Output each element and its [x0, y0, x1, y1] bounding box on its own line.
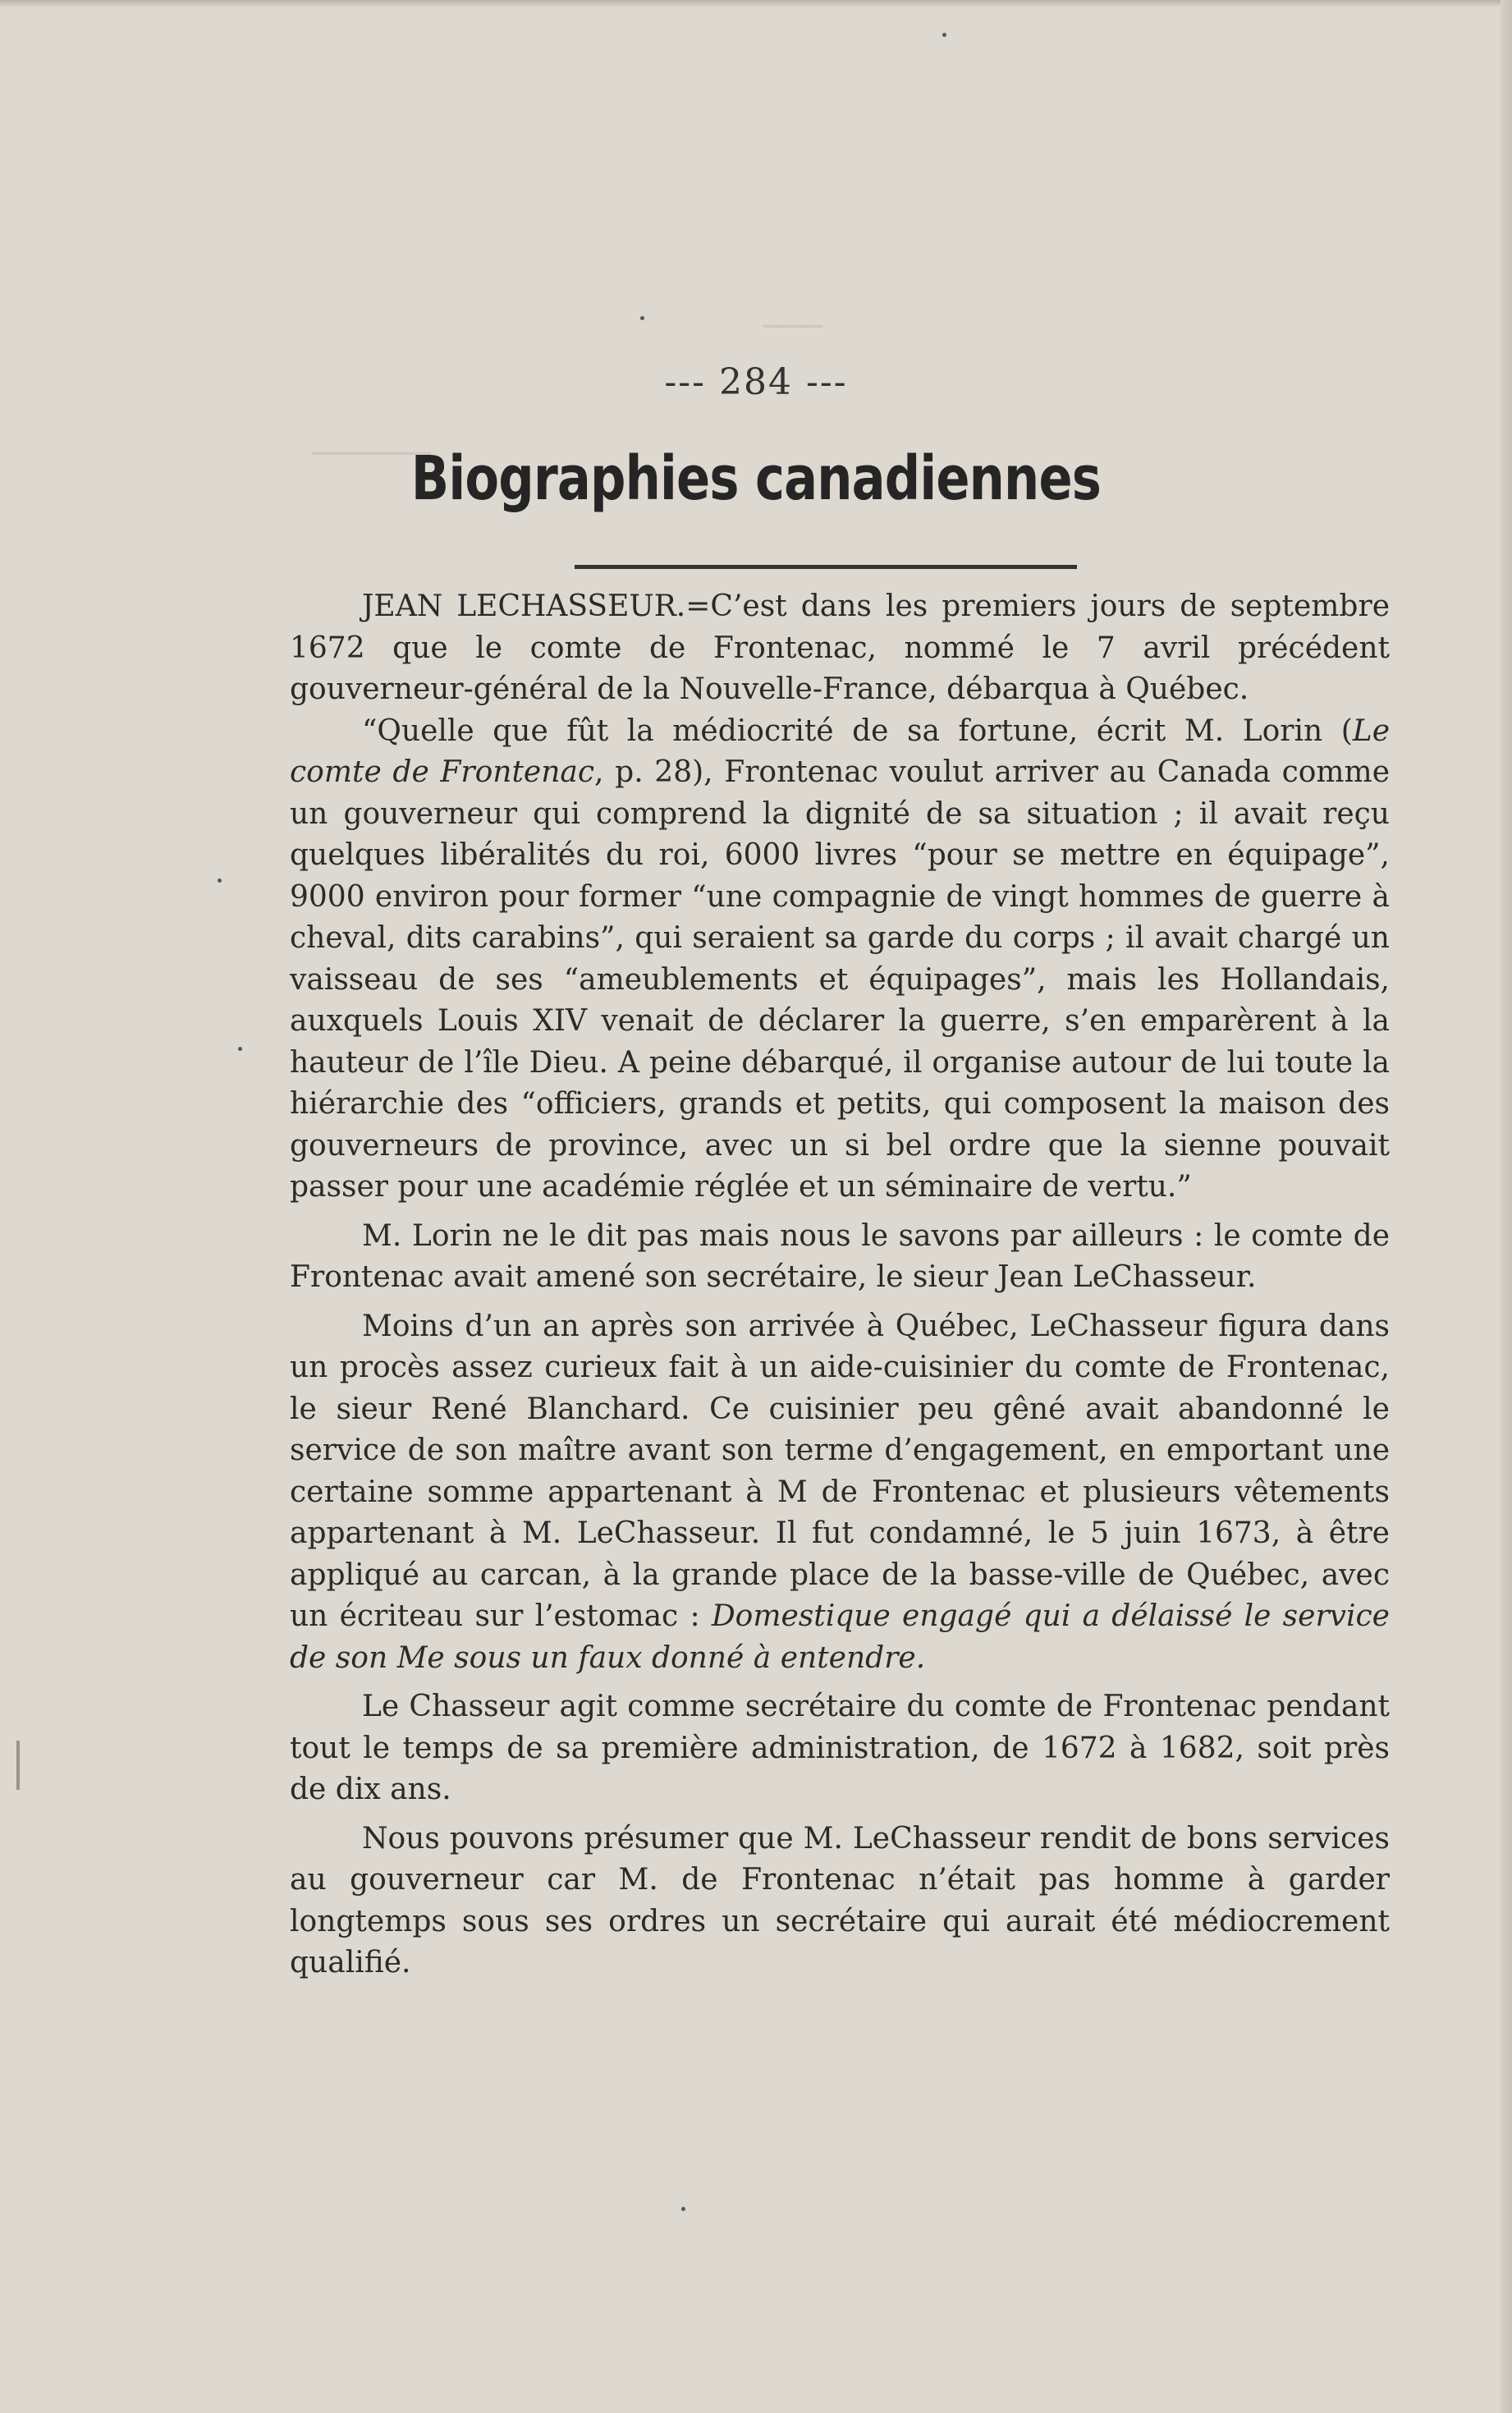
paragraph-5: Le Chasseur agit comme secrétaire du comte de Frontenac pendant tout le temps de sa première administration, de 1672 à 1682, soit près de dix ans. [290, 1690, 1390, 1806]
article-body [290, 586, 1390, 1992]
ink-speck [238, 1047, 242, 1051]
heading-underline [575, 565, 1077, 569]
ink-speck [942, 33, 946, 37]
paragraph-2-text-a: “Quelle que fût la médiocrité de sa fortune, écrit M. Lorin ( [362, 713, 1353, 748]
paragraph-1-text: =C’est dans les premiers jours de septembre 1672 que le comte de Frontenac, nommé le 7 avril précédent gouverneur-général de la Nouvelle-France, débarqua à Québec. [290, 589, 1390, 706]
page-top-edge [0, 0, 1512, 7]
sign-inscription: Domestique engagé qui a délaissé le service de son Me sous un faux donné à entendre. [290, 1599, 1390, 1675]
paragraph-1 [290, 586, 1390, 711]
paragraph-4 [290, 1306, 1390, 1680]
book-title: Le comte de Frontenac [290, 713, 1390, 789]
paragraph-2 [290, 711, 1390, 1209]
bleed-through-mark: ────── [312, 435, 431, 473]
paragraph-3: M. Lorin ne le dit pas mais nous le savons par ailleurs : le comte de Frontenac avait amené son secrétaire, le sieur Jean LeChasseur. [290, 1218, 1390, 1294]
ink-speck [640, 316, 644, 320]
paragraph-4-text: Moins d’un an après son arrivée à Québec, LeChasseur figura dans un procès assez curieux fait à un aide-cuisinier du comte de Frontenac, le sieur René Blanchard. Ce cuisinier peu gêné avait abandonné le service de son maître avant son terme d’engagement, en emportant une certaine somme appartenant à M de Frontenac et plusieurs vêtements appartenant à M. LeChasseur. Il fut condamné, le 5 juin 1673, à être appliqué au carcan, à la grande place de la basse-ville de Québec, avec un écriteau sur l’estomac : [290, 1309, 1390, 1633]
margin-mark [16, 1741, 20, 1790]
page-heading: Biographies canadiennes [410, 443, 1102, 514]
paragraph-6: Nous pouvons présumer que M. LeChasseur rendit de bons services au gouverneur car M. de Frontenac n’était pas homme à garder longtemps sous ses ordres un secrétaire qui aurait été médiocrement qualifié. [290, 1821, 1390, 1979]
ink-speck [681, 2207, 685, 2211]
bleed-through-mark: ─── [763, 308, 823, 346]
page-number: --- 284 --- [664, 361, 848, 403]
subject-name: JEAN LECHASSEUR. [362, 589, 686, 623]
ink-speck [218, 878, 222, 883]
paragraph-2-text-b: , p. 28), Frontenac voulut arriver au Canada comme un gouverneur qui comprend la dignité de sa situation ; il avait reçu quelques libéralités du roi, 6000 livres “pour se mettre en équipage”, 9000 environ pour former “une compagnie de vingt hommes de guerre à cheval, dits carabins”, qui seraient sa garde du corps ; il avait chargé un vaisseau de ses “ameublements et équipages”, mais les Hollandais, auxquels Louis XIV venait de déclarer la guerre, s’en emparèrent à la hauteur de l’île Dieu. A peine débarqué, il organise autour de lui toute la hiérarchie des “officiers, grands et petits, qui composent la maison des gouverneurs de province, avec un si bel ordre que la sienne pouvait passer pour une académie réglée et un séminaire de vertu.” [290, 755, 1390, 1204]
